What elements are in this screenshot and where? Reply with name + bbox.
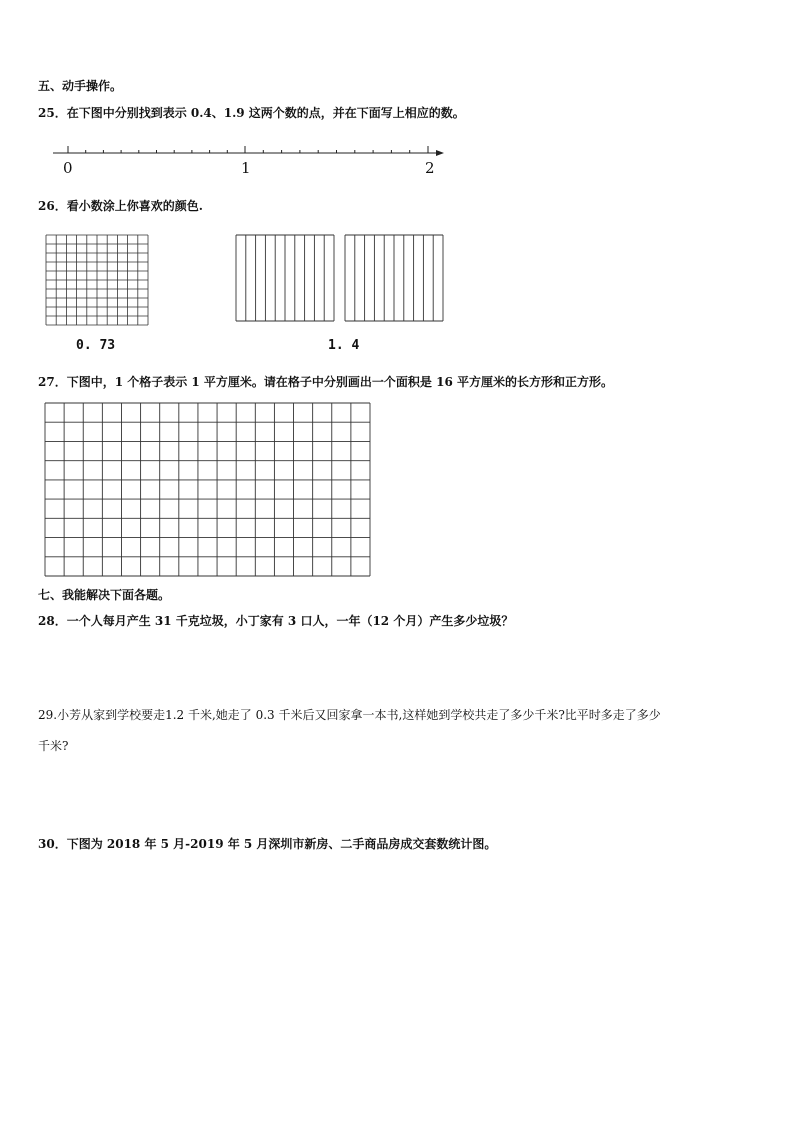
number-line-ticks — [68, 146, 428, 153]
number-line-label-0: 0 — [63, 159, 73, 177]
question-30: 30．下图为 2018 年 5 月-2019 年 5 月深圳市新房、二手商品房成交套数统计图。 — [38, 837, 497, 851]
question-29-line-1: 29.小芳从家到学校要走1.2 千米,她走了 0.3 千米后又回家拿一本书,这样她到学校共走了多少千米?比平时多走了多少 — [38, 708, 661, 722]
question-28: 28．一个人每月产生 31 千克垃圾，小丁家有 3 口人，一年（12 个月）产生多少垃圾？ — [38, 614, 514, 628]
tenths-strips-1[interactable] — [235, 234, 335, 322]
square-cm-grid[interactable] — [44, 402, 372, 578]
question-25: 25．在下图中分别找到表示 0.4、1.9 这两个数的点，并在下面写上相应的数。 — [38, 106, 465, 120]
number-line-arrow-icon — [436, 150, 444, 156]
decimal-label-073: 0. 73 — [76, 338, 116, 353]
number-line-label-1: 1 — [241, 159, 251, 177]
number-line-label-2: 2 — [425, 159, 435, 177]
tenths-strips-2[interactable] — [344, 234, 444, 322]
section-five-heading: 五、动手操作。 — [38, 79, 123, 93]
decimal-label-14: 1. 4 — [328, 338, 360, 353]
number-line — [48, 140, 468, 170]
question-26: 26．看小数涂上你喜欢的颜色. — [38, 199, 203, 213]
section-seven-heading: 七、我能解决下面各题。 — [38, 588, 171, 602]
question-29-line-2: 千米? — [38, 739, 69, 753]
question-27: 27．下图中，1 个格子表示 1 平方厘米。请在格子中分别画出一个面积是 16 平方厘米的长方形和正方形。 — [38, 375, 613, 389]
hundred-grid[interactable] — [45, 234, 149, 326]
